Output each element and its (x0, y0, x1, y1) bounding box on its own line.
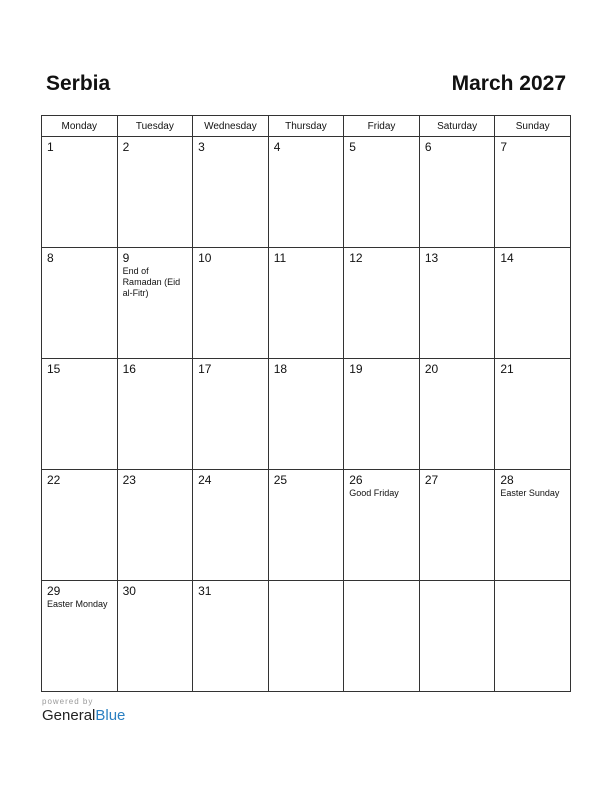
powered-by-text: powered by (42, 697, 94, 706)
day-number: 30 (122, 584, 136, 598)
day-number: 22 (47, 473, 61, 487)
day-number: 8 (47, 251, 54, 265)
day-number: 14 (500, 251, 514, 265)
day-cell (495, 470, 571, 581)
day-number: 20 (424, 362, 439, 376)
day-cell (42, 581, 118, 692)
brand-logo (42, 707, 125, 724)
country-title: Serbia (46, 72, 111, 95)
day-cell (268, 248, 344, 359)
day-number: 27 (424, 473, 439, 487)
weekday-header-row (42, 116, 571, 137)
day-cell (42, 137, 118, 248)
day-cell (495, 248, 571, 359)
day-cell (495, 137, 571, 248)
day-cell (344, 248, 420, 359)
day-cell (42, 470, 118, 581)
day-cell (344, 137, 420, 248)
weekday-sunday: Sunday (495, 116, 571, 137)
day-cell (268, 137, 344, 248)
day-cell (268, 581, 344, 692)
day-number: 9 (122, 251, 130, 265)
day-cell (117, 581, 193, 692)
day-number: 23 (122, 473, 136, 487)
day-cell (419, 359, 495, 470)
week-row (42, 470, 571, 581)
holiday-label: Easter Sunday (500, 488, 560, 498)
day-number: 7 (500, 140, 508, 154)
day-number: 15 (47, 362, 61, 376)
day-cell (193, 470, 269, 581)
day-cell (419, 137, 495, 248)
day-cell (193, 248, 269, 359)
day-cell (419, 581, 495, 692)
day-cell (117, 470, 193, 581)
day-cell (495, 359, 571, 470)
day-number: 18 (273, 362, 288, 376)
holiday-label: Good Friday (349, 488, 399, 498)
day-number: 31 (198, 584, 212, 598)
day-cell (117, 137, 193, 248)
day-number: 1 (47, 140, 54, 154)
footer-branding (42, 697, 125, 724)
day-number: 24 (198, 473, 212, 487)
day-cell (193, 581, 269, 692)
day-number: 13 (424, 251, 439, 265)
day-number: 29 (47, 584, 61, 598)
day-cell (495, 581, 571, 692)
brand-general: General (42, 707, 96, 724)
weekday-tuesday: Tuesday (117, 116, 193, 137)
holiday-label: End of Ramadan (Eid al-Fitr) (122, 266, 181, 298)
day-number: 17 (198, 362, 212, 376)
day-number: 12 (349, 251, 363, 265)
calendar-grid (41, 115, 571, 692)
day-number: 26 (349, 473, 363, 487)
weekday-thursday: Thursday (268, 116, 344, 137)
day-cell (344, 581, 420, 692)
day-number: 10 (198, 251, 212, 265)
day-cell (344, 359, 420, 470)
day-number: 11 (273, 251, 287, 265)
day-cell (268, 470, 344, 581)
day-cell (117, 359, 193, 470)
day-cell (268, 359, 344, 470)
day-number: 6 (424, 140, 432, 154)
weekday-friday: Friday (344, 116, 420, 137)
day-cell (419, 470, 495, 581)
day-cell (193, 137, 269, 248)
week-row (42, 359, 571, 470)
day-number: 2 (122, 140, 130, 154)
day-number: 4 (273, 140, 281, 154)
month-title: March 2027 (451, 72, 566, 95)
brand-blue: Blue (95, 707, 126, 724)
day-number: 21 (500, 362, 514, 376)
day-number: 28 (500, 473, 514, 487)
day-cell (42, 359, 118, 470)
day-number: 5 (349, 140, 356, 154)
day-number: 16 (122, 362, 136, 376)
day-number: 19 (349, 362, 363, 376)
day-number: 25 (273, 473, 288, 487)
day-cell (419, 248, 495, 359)
day-number: 3 (198, 140, 205, 154)
weekday-monday: Monday (42, 116, 118, 137)
day-cell (42, 248, 118, 359)
weekday-wednesday: Wednesday (193, 116, 269, 137)
day-cell (117, 248, 193, 359)
week-row (42, 248, 571, 359)
week-row (42, 581, 571, 692)
day-cell (193, 359, 269, 470)
holiday-label: Easter Monday (47, 599, 108, 609)
day-cell (344, 470, 420, 581)
week-row (42, 137, 571, 248)
weekday-saturday: Saturday (419, 116, 495, 137)
